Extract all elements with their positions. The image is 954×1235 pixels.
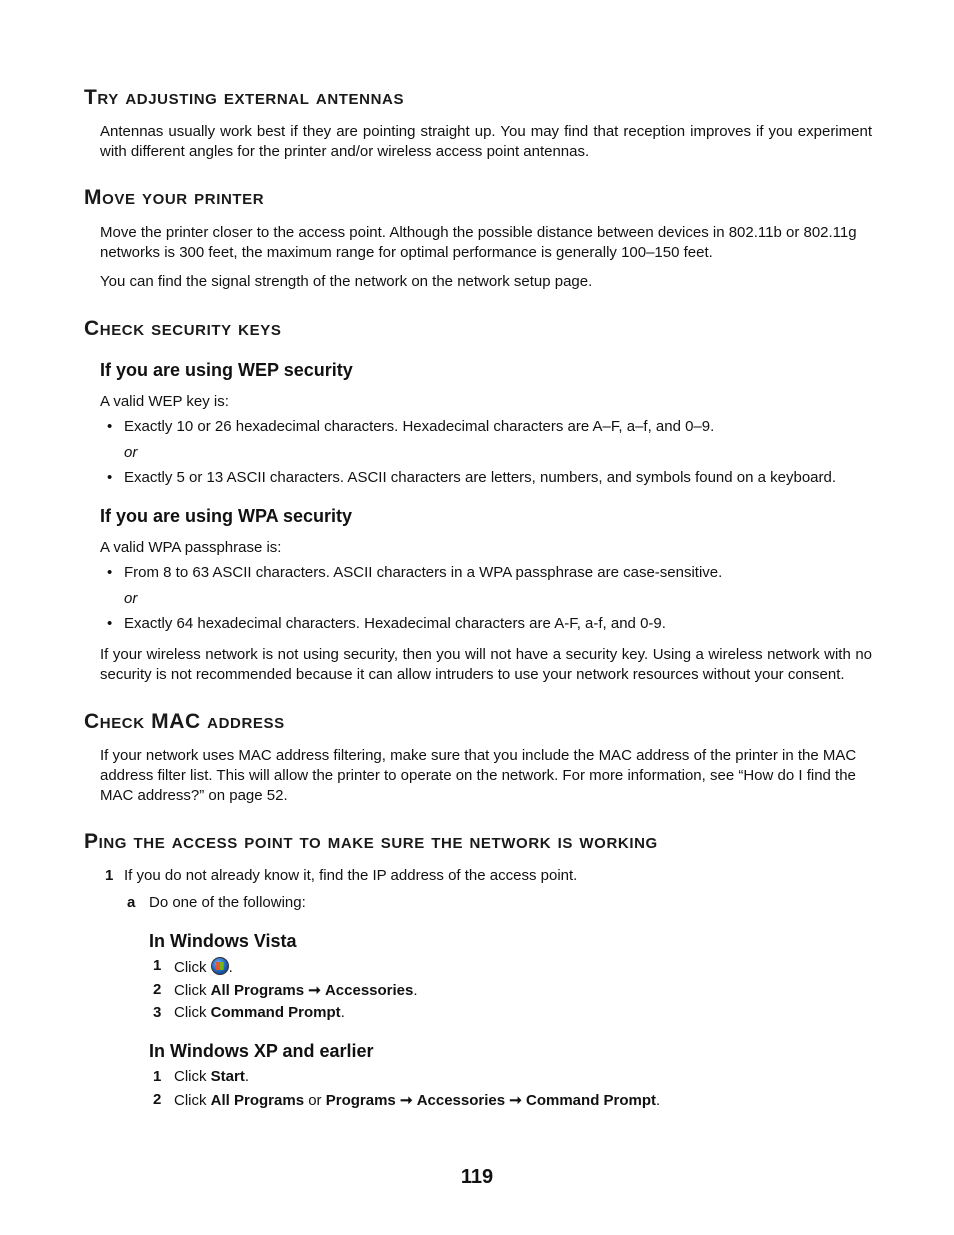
vista-step-3: Click Command Prompt. (174, 1004, 345, 1021)
vista-step-3-text: Click (174, 1004, 207, 1021)
subheading-windows-vista: In Windows Vista (149, 931, 297, 951)
heading-ping-access-point: Ping the access point to make sure the network is working (84, 830, 658, 853)
wpa-or: or (124, 590, 138, 607)
heading-check-security-keys: Check security keys (84, 317, 282, 340)
paragraph-move-2: You can find the signal strength of the network on the network setup page. (100, 273, 593, 290)
menu-accessories: Accessories (416, 1092, 506, 1109)
step-letter: a (127, 894, 136, 911)
wpa-intro: A valid WPA passphrase is: (100, 539, 282, 556)
menu-all-programs: All Programs (210, 982, 305, 999)
subheading-windows-xp: In Windows XP and earlier (149, 1041, 374, 1061)
xp-step-2-or: or (308, 1092, 322, 1109)
paragraph-antennas: Antennas usually work best if they are pointing straight up. You may find that reception improves if you experiment with different angles for the printer and/or wireless access point antennas. (100, 123, 872, 160)
heading-try-adjusting-antennas: Try adjusting external antennas (84, 86, 405, 109)
subheading-wep: If you are using WEP security (100, 360, 353, 380)
wep-item-1: Exactly 10 or 26 hexadecimal characters. Hexadecimal characters are A–F, a–f, and 0–9. (124, 418, 715, 435)
vista-step-number: 3 (153, 1004, 162, 1021)
paragraph-mac: If your network uses MAC address filtering, make sure that you include the MAC address of the printer in the MAC address filter list. This will allow the printer to operate on the network. For more information, see “How do I find the MAC address?” on page 52. (100, 747, 857, 804)
vista-step-number: 1 (153, 957, 162, 974)
windows-start-orb-icon (211, 957, 229, 975)
menu-programs: Programs (325, 1092, 396, 1109)
step-number: 1 (105, 867, 114, 884)
vista-step-number: 2 (153, 981, 162, 998)
wpa-item-1: From 8 to 63 ASCII characters. ASCII characters in a WPA passphrase are case-sensitive. (124, 564, 723, 581)
wep-or: or (124, 444, 138, 461)
right-arrow-icon: ➞ (308, 982, 321, 999)
wpa-item-2: Exactly 64 hexadecimal characters. Hexadecimal characters are A-F, a-f, and 0-9. (124, 615, 666, 632)
paragraph-no-security-note: If your wireless network is not using security, then you will not have a security key. Using a wireless network with no security is not recommended because it can allow intruders to use your network resources without your consent. (100, 646, 872, 683)
wep-item-2: Exactly 5 or 13 ASCII characters. ASCII characters are letters, numbers, and symbols found on a keyboard. (124, 469, 837, 486)
xp-step-1: Click Start. (174, 1068, 250, 1085)
xp-step-1-text: Click (174, 1068, 207, 1085)
menu-start: Start (210, 1068, 245, 1085)
paragraph-move-1: Move the printer closer to the access point. Although the possible distance between devices in 802.11b or 802.11g networks is 300 feet, the maximum range for optimal performance is generally 100–150 feet. (100, 224, 857, 261)
vista-step-1-text: Click (174, 959, 207, 976)
menu-accessories: Accessories (324, 982, 414, 999)
vista-step-2: Click All Programs ➞ Accessories. (174, 982, 418, 999)
right-arrow-icon: ➞ (509, 1092, 522, 1109)
step-1-text: If you do not already know it, find the IP address of the access point. (124, 867, 578, 884)
bullet-icon: • (107, 418, 113, 435)
menu-all-programs: All Programs (210, 1092, 305, 1109)
subheading-wpa: If you are using WPA security (100, 506, 353, 526)
heading-move-your-printer: Move your printer (84, 186, 265, 209)
xp-step-number: 2 (153, 1091, 162, 1108)
menu-command-prompt: Command Prompt (210, 1004, 341, 1021)
step-a-text: Do one of the following: (149, 894, 306, 911)
page-number: 119 (460, 1166, 494, 1188)
bullet-icon: • (107, 615, 113, 632)
xp-step-2-text: Click (174, 1092, 207, 1109)
bullet-icon: • (107, 564, 113, 581)
xp-step-2: Click All Programs or Programs ➞ Accessories ➞ Command Prompt. (174, 1092, 661, 1109)
wep-intro: A valid WEP key is: (100, 393, 229, 410)
right-arrow-icon: ➞ (399, 1092, 413, 1109)
vista-step-2-text: Click (174, 982, 207, 999)
heading-check-mac-address: Check MAC address (84, 710, 285, 733)
xp-step-number: 1 (153, 1068, 162, 1085)
bullet-icon: • (107, 469, 113, 486)
vista-step-1: Click . (174, 959, 233, 976)
menu-command-prompt: Command Prompt (526, 1092, 657, 1109)
